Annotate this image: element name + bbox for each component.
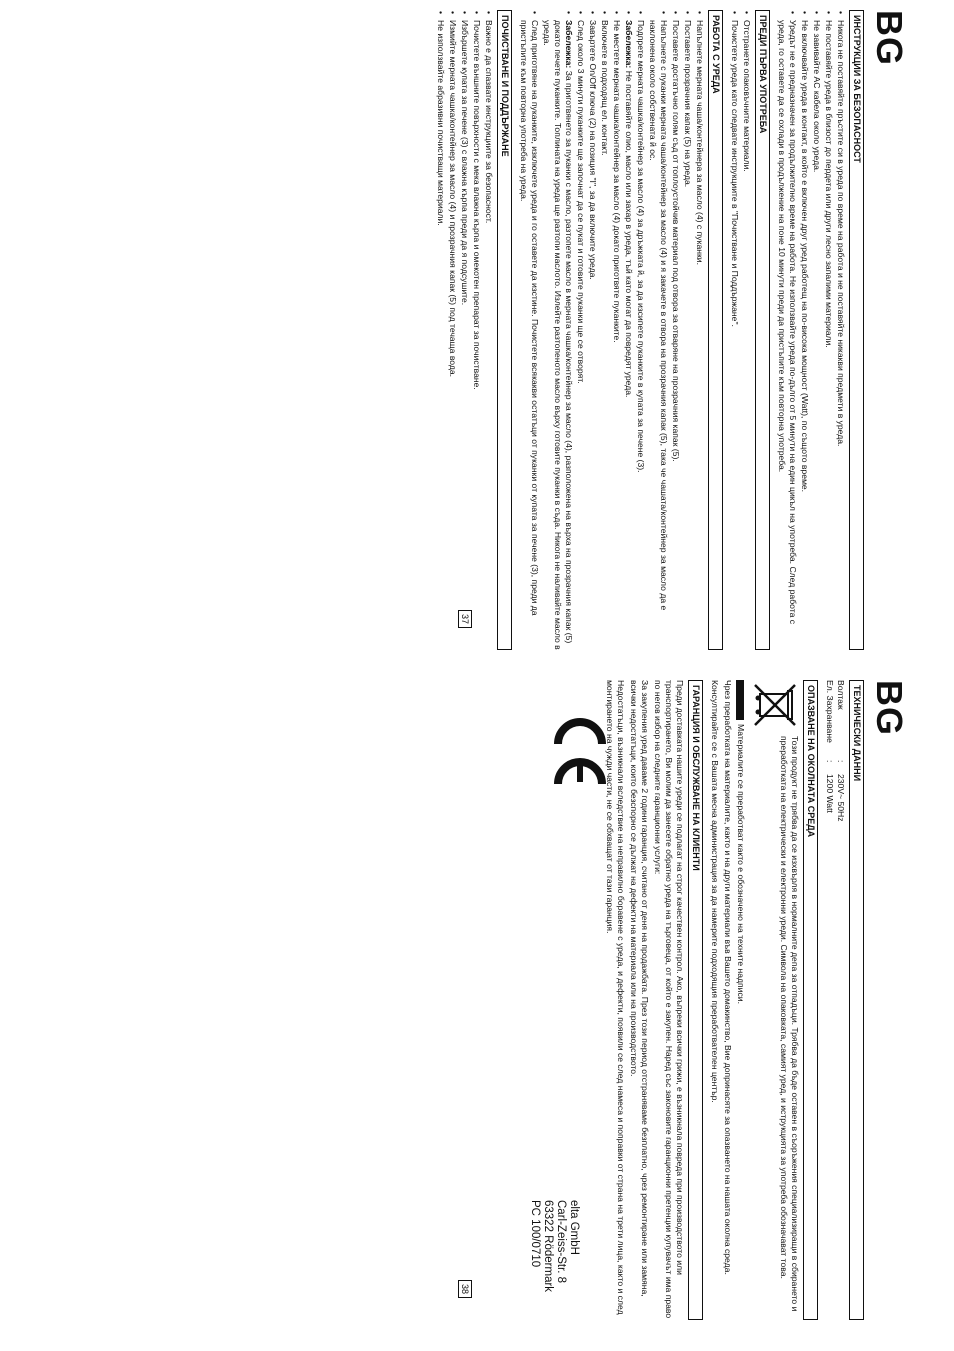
env-text-recycling: Чрез преработката на материалите, както и на други материали във Вашето домакинство, Вие допринасяте за опазването на нашата околна среда. (723, 680, 733, 1275)
bullet-list (518, 10, 705, 650)
list-item: • Отстранете опаковъчните материали. (741, 10, 752, 650)
list-item: • След приготвяне на пуканките, изключете уреда и го оставете да изстине. Почистете всякакви остатъци от пуканки от купата за печене (3), преди да пристъпите към повторна употреба на уреда. (518, 10, 540, 650)
warranty-paragraph: За закупения уред даваме 2 години гаранция, считано от деня на продажбата. През този период отстраняваме безплатно, чрез ремонтиране или замяна, всички недостатъци, които безспорно се дължат на дефекти на материала или на производството. (629, 680, 650, 1297)
section-heading-technical: ТЕХНИЧЕСКИ ДАННИ (849, 680, 864, 1320)
list-item: • Важно е да спазвате инструкциите за безопасност. (483, 10, 494, 650)
page-37 (436, 10, 910, 650)
env-text-admin: Консултирайте се с Вашата месна администрация за да намерите подходящия преработвателен център. (710, 680, 720, 1103)
section-heading-warranty: ГАРАНЦИЯ И ОБСЛУЖВАНЕ НА КЛИЕНТИ (688, 680, 703, 1320)
warranty-paragraph: Недостатъци, възникнали вследствие на неправилно боравене с уреда, и дефекти, появили се след намеса и поправки от страна на трети лица, както и след монтирането на чужди части, не се обхващат от тази гаранция. (605, 680, 626, 1315)
list-item: • Поставете прозрачния капак (5) на уреда. (682, 10, 693, 650)
list-item: • Почистете уреда като следвате инструкциите в "Почистване и Поддържане". (729, 10, 740, 650)
tech-row-voltage (835, 680, 846, 1320)
page-number: 37 (458, 610, 472, 628)
list-item: • Никога не поставяйте пръстите си в уреда по време на работа и не поставяйте никакви предмети в уреда. (835, 10, 846, 650)
list-item: • Напълнете с пуканки мерната чаша/контейнер за масло (4) и я закачете в отвора на прозрачния капак (5), така че чашата/контейнер за масло да е наклонена около собствената й ос. (647, 10, 669, 650)
disposal-block (750, 680, 800, 1320)
list-item: • След около 3 минути пуканките ще започнат да се пукат и готовите пуканки ще се отворят. (575, 10, 586, 650)
list-item: • Завъртете On/Off ключа (2) на позиция "I", за да включите уреда. (587, 10, 598, 650)
bullet-list (435, 10, 494, 650)
tech-row-power (824, 680, 835, 1320)
warranty-paragraph: Преди доставката нашите уреди се подлагат на строг качествен контрол. Ако, въпреки всички грижи, е възникнала повреда при производството или транспортирането, Ви молим да занесете обратно уреда на търговеца, от който е закупен. Наред със законовите гаранционни претенции купувачът има право по негов избор на следните гаранционни услуги: (653, 680, 685, 1319)
bullet-list (729, 10, 752, 650)
list-item: • Не местете мерната чашка/контейнер за масло (4) докато приготвяте пуканките. (611, 10, 622, 650)
address-line: Carl-Zeiss-Str. 8 (555, 1200, 567, 1284)
tech-key: Ел. Захранване (825, 680, 835, 743)
list-item: • Подпрете мерната чашка/контейнер за масло (4) за дръжката й, за да изсипете пуканките в купата за печене (3). (635, 10, 646, 650)
tech-value: 1200 Watt (825, 774, 835, 813)
page-number: 38 (458, 1280, 472, 1298)
ce-mark-icon (550, 710, 610, 790)
list-item: • Забележка: Не поставяйте олио, масло или захар в уреда, тъй като могат да повредят уреда. (623, 10, 634, 650)
list-item: • Почистете външните повърхности с мека влажна кърпа и омекотен препарат за почистване. (471, 10, 482, 650)
recycle-bar-icon (736, 680, 744, 720)
env-text: Този продукт не трябва да се изхвърля в нормалните депа за отпадъци. Трябва да бъде оставен в съоръжения специализиращи в сбирането и преработката на електрически и електронни уреди. Символа на опаковката, самият уред, и иструкцията за употреба обозначават това. (779, 736, 800, 1312)
section-heading: ПРЕДИ ПЪРВА УПОТРЕБА (755, 10, 770, 650)
list-item: • Забележка: За приготвянето за пуканки с масло, разтопете масло в мерната чашка/контейнер за масло (4), разположена на върха на прозрачния капак (5) докато печете пуканките. Топлината на уреда ще разтопи маслото. Излейте разтопеното масло върху готовите пуканки в съда. Никога не наливайте масло в уреда. (541, 10, 574, 650)
language-mark: BG (869, 10, 910, 66)
manufacturer-address (528, 1200, 580, 1292)
tech-sep: : (825, 760, 835, 763)
address-line: 63322 Rödermark (542, 1200, 554, 1293)
tech-value: 230V~ 50Hz (836, 774, 846, 822)
list-item: • Избършете купата за печене (3) с влажна кърпа преди да я подсушите. (459, 10, 470, 650)
list-item: • Не поставяйте уреда в близост до пердета или други лесно запалими материали. (823, 10, 834, 650)
list-item: • Не завивайте AC кабела около уреда. (811, 10, 822, 650)
crossed-bin-icon (750, 680, 800, 730)
bullet-list (776, 10, 846, 650)
list-item: • Не използвайте абразивни почистващи материали. (435, 10, 446, 650)
tech-key: Волтаж (836, 680, 846, 710)
section-heading: ИНСТРУКЦИИ ЗА БЕЗОПАСНОСТ (849, 10, 864, 650)
section-heading: РАБОТА С УРЕДА (708, 10, 723, 650)
address-line: elta GmbH (568, 1200, 580, 1255)
list-item: • Измийте мерната чашка/контейнер за масло (4) и прозрачния капак (5) под течаща вода. (447, 10, 458, 650)
list-item: • Уредът не е предназначен за продължително време на работа. Не използвайте уреда по-дълго от 5 минути на един цикъл на употреба. След работа с уреда, го оставете да се охлади в продължение на поне 10 минути преди да пристъпите към повторна употреба. (776, 10, 798, 650)
list-item: • Не включвайте уреда в контакт, в който е включен друг уред работещ на по-висока мощност (Watt), по същото време. (799, 10, 810, 650)
tech-sep: : (836, 760, 846, 763)
env-text-materials: Материалите се преработват както е обозначено на техните надписи. (735, 680, 746, 1320)
address-line: PC 100/0710 (529, 1200, 541, 1268)
language-mark: BG (869, 680, 910, 736)
page-37-content (434, 10, 864, 650)
list-item: • Напълнете мерната чаша/контейнера за масло (4) с пуканки. (694, 10, 705, 650)
section-heading: ПОЧИСТВАНЕ И ПОДДЪРЖАНЕ (497, 10, 512, 650)
page-38-content (602, 680, 864, 1320)
page-38 (450, 680, 910, 1320)
section-heading-environment: ОПАЗВАНЕ НА ОКОЛНАТА СРЕДА (803, 680, 818, 1320)
list-item: • Включете в подходящ ел. контакт. (599, 10, 610, 650)
list-item: • Поставете достатъчно голям съд от топлоустойчив материал под отвора за отваряне на прозрачния капак (5). (670, 10, 681, 650)
